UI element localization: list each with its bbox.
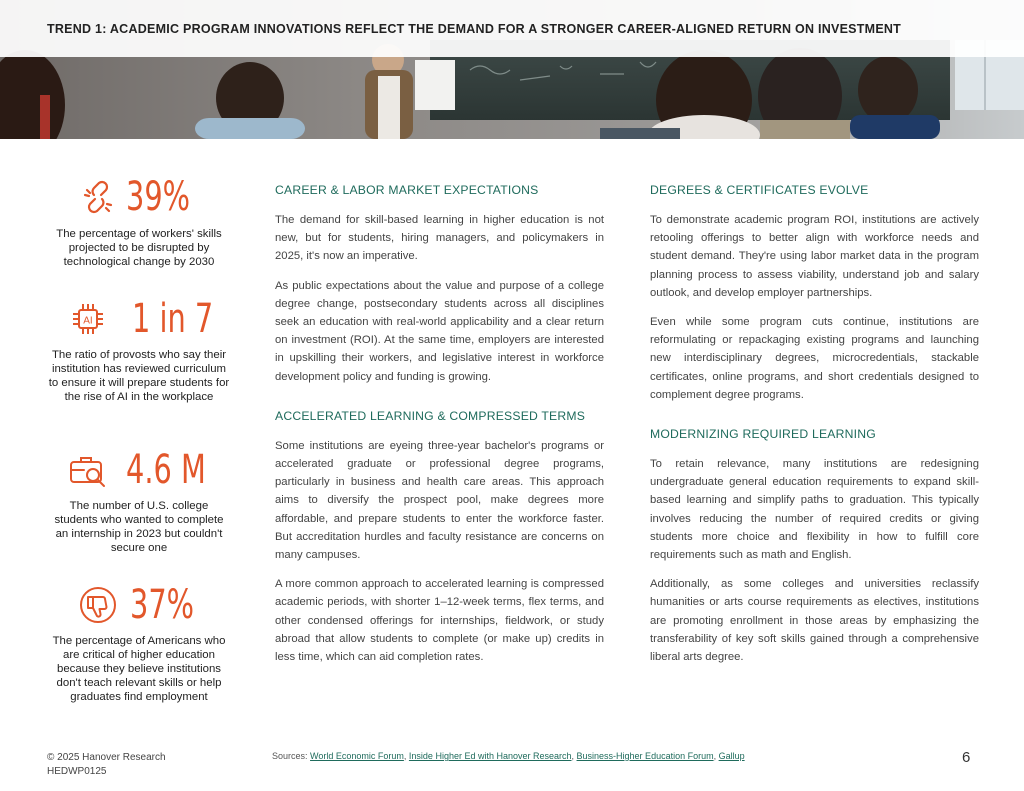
stat-value: 1 in 7 (132, 296, 214, 342)
stat-description: The percentage of workers' skills projected to be disrupted by technological change by 2030 (56, 228, 222, 268)
paragraph: Even while some program cuts continue, institutions are reformulating or repackaging existing programs and launching new interdisciplinary degrees, microcredentials, stackable certificates, online programs, and short credentials designed to complement degree programs. (650, 316, 979, 401)
source-link-business-higher-education-forum[interactable]: Business-Higher Education Forum (576, 751, 714, 761)
section-heading: ACCELERATED LEARNING & COMPRESSED TERMS (275, 408, 586, 423)
source-link-world-economic-forum[interactable]: World Economic Forum (310, 751, 404, 761)
hero-banner (0, 0, 1024, 139)
section-heading: MODERNIZING REQUIRED LEARNING (650, 427, 876, 442)
svg-text:AI: AI (83, 315, 93, 327)
trend-title-bar (0, 0, 1024, 57)
section-heading: CAREER & LABOR MARKET EXPECTATIONS (275, 183, 539, 197)
stat-4 (78, 582, 219, 628)
briefcase-search-icon (68, 450, 108, 490)
sources-label: Sources: (272, 751, 308, 761)
sources-line: Sources: World Economic Forum, Inside Higher Ed with Hanover Research, Business-Higher Education Forum, Gallup (272, 751, 745, 761)
ai-chip-icon (68, 299, 108, 339)
thumbs-down-icon (78, 585, 118, 625)
stat-description: The ratio of provosts who say their institution has reviewed curriculum to ensure it will prepare students for the rise of AI in the workplace (48, 349, 230, 403)
source-link-inside-higher-ed[interactable]: Inside Higher Ed with Hanover Research (408, 751, 572, 761)
stat-2 (68, 296, 245, 342)
stat-3 (68, 447, 237, 493)
stat-value: 4.6 M (126, 447, 206, 493)
paragraph: The demand for skill-based learning in higher education is not new, but for students, hiring managers, and policymakers in 2025, it's now an imperative. (275, 214, 604, 263)
paragraph: Some institutions are eyeing three-year bachelor's programs or accelerated graduate or professional degree programs, particularly in business and health care areas. This approach aims to diversify the prospect pool, make degrees more affordable, and prepare students to enter the workforce faster. But accreditation hurdles and faculty resistance are concerns on many campuses. (275, 439, 604, 562)
page-number: 6 (962, 749, 971, 766)
paragraph: To retain relevance, many institutions are redesigning undergraduate general education requirements to expand skill-based learning and simplify paths to graduation. This typically involves reducing the number of required credits or giving students more choice and flexibility in how to fulfill core requirements such as math and English. (650, 458, 979, 562)
paragraph: As public expectations about the value and purpose of a college degree change, postsecondary students across all disciplines seek an education with real-world applicability and a clear return on investment (ROI). At the same time, employers are interested in upskilling their workers, and legislative interest in workforce development policy and funding is growing. (275, 279, 604, 383)
paragraph: Additionally, as some colleges and universities reclassify humanities or arts course requirements as electives, institutions are promoting enrollment in those areas by emphasizing the transferability of key soft skills gained through a comprehensive liberal arts degree. (650, 578, 979, 664)
section-heading: DEGREES & CERTIFICATES EVOLVE (650, 183, 869, 197)
stat-1 (78, 174, 215, 220)
paragraph: A more common approach to accelerated learning is compressed academic periods, with shorter 1–12-week terms, flex terms, and other condensed offerings for internships, fieldwork, or study abroad that allow students to complete (or make up) credits in less time, which can aid completion rates. (275, 578, 604, 664)
broken-chain-link-icon (78, 177, 118, 217)
stat-description: The number of U.S. college students who wanted to complete an internship in 2023 but couldn't secure one (54, 500, 224, 554)
paragraph: To demonstrate academic program ROI, institutions are actively retooling offerings to better align with workforce needs and student demand. They're using labor market data in the program planning process to assess viability, understand job and salary outlook, and develop employer partnerships. (650, 214, 979, 299)
stat-value: 39% (126, 174, 191, 220)
trend-title: TREND 1: ACADEMIC PROGRAM INNOVATIONS REFLECT THE DEMAND FOR A STRONGER CAREER-ALIGNED RETURN ON INVESTMENT (47, 22, 902, 36)
copyright: © 2025 Hanover Research (47, 752, 166, 763)
right-column (650, 182, 979, 677)
stat-value: 37% (130, 582, 195, 628)
document-code: HEDWP0125 (47, 766, 107, 777)
stat-description: The percentage of Americans who are critical of higher education because they believe institutions don't teach relevant skills or help graduates find employment (52, 635, 226, 703)
source-link-gallup[interactable]: Gallup (718, 751, 745, 761)
footer-left (47, 751, 166, 779)
middle-column (275, 182, 604, 677)
